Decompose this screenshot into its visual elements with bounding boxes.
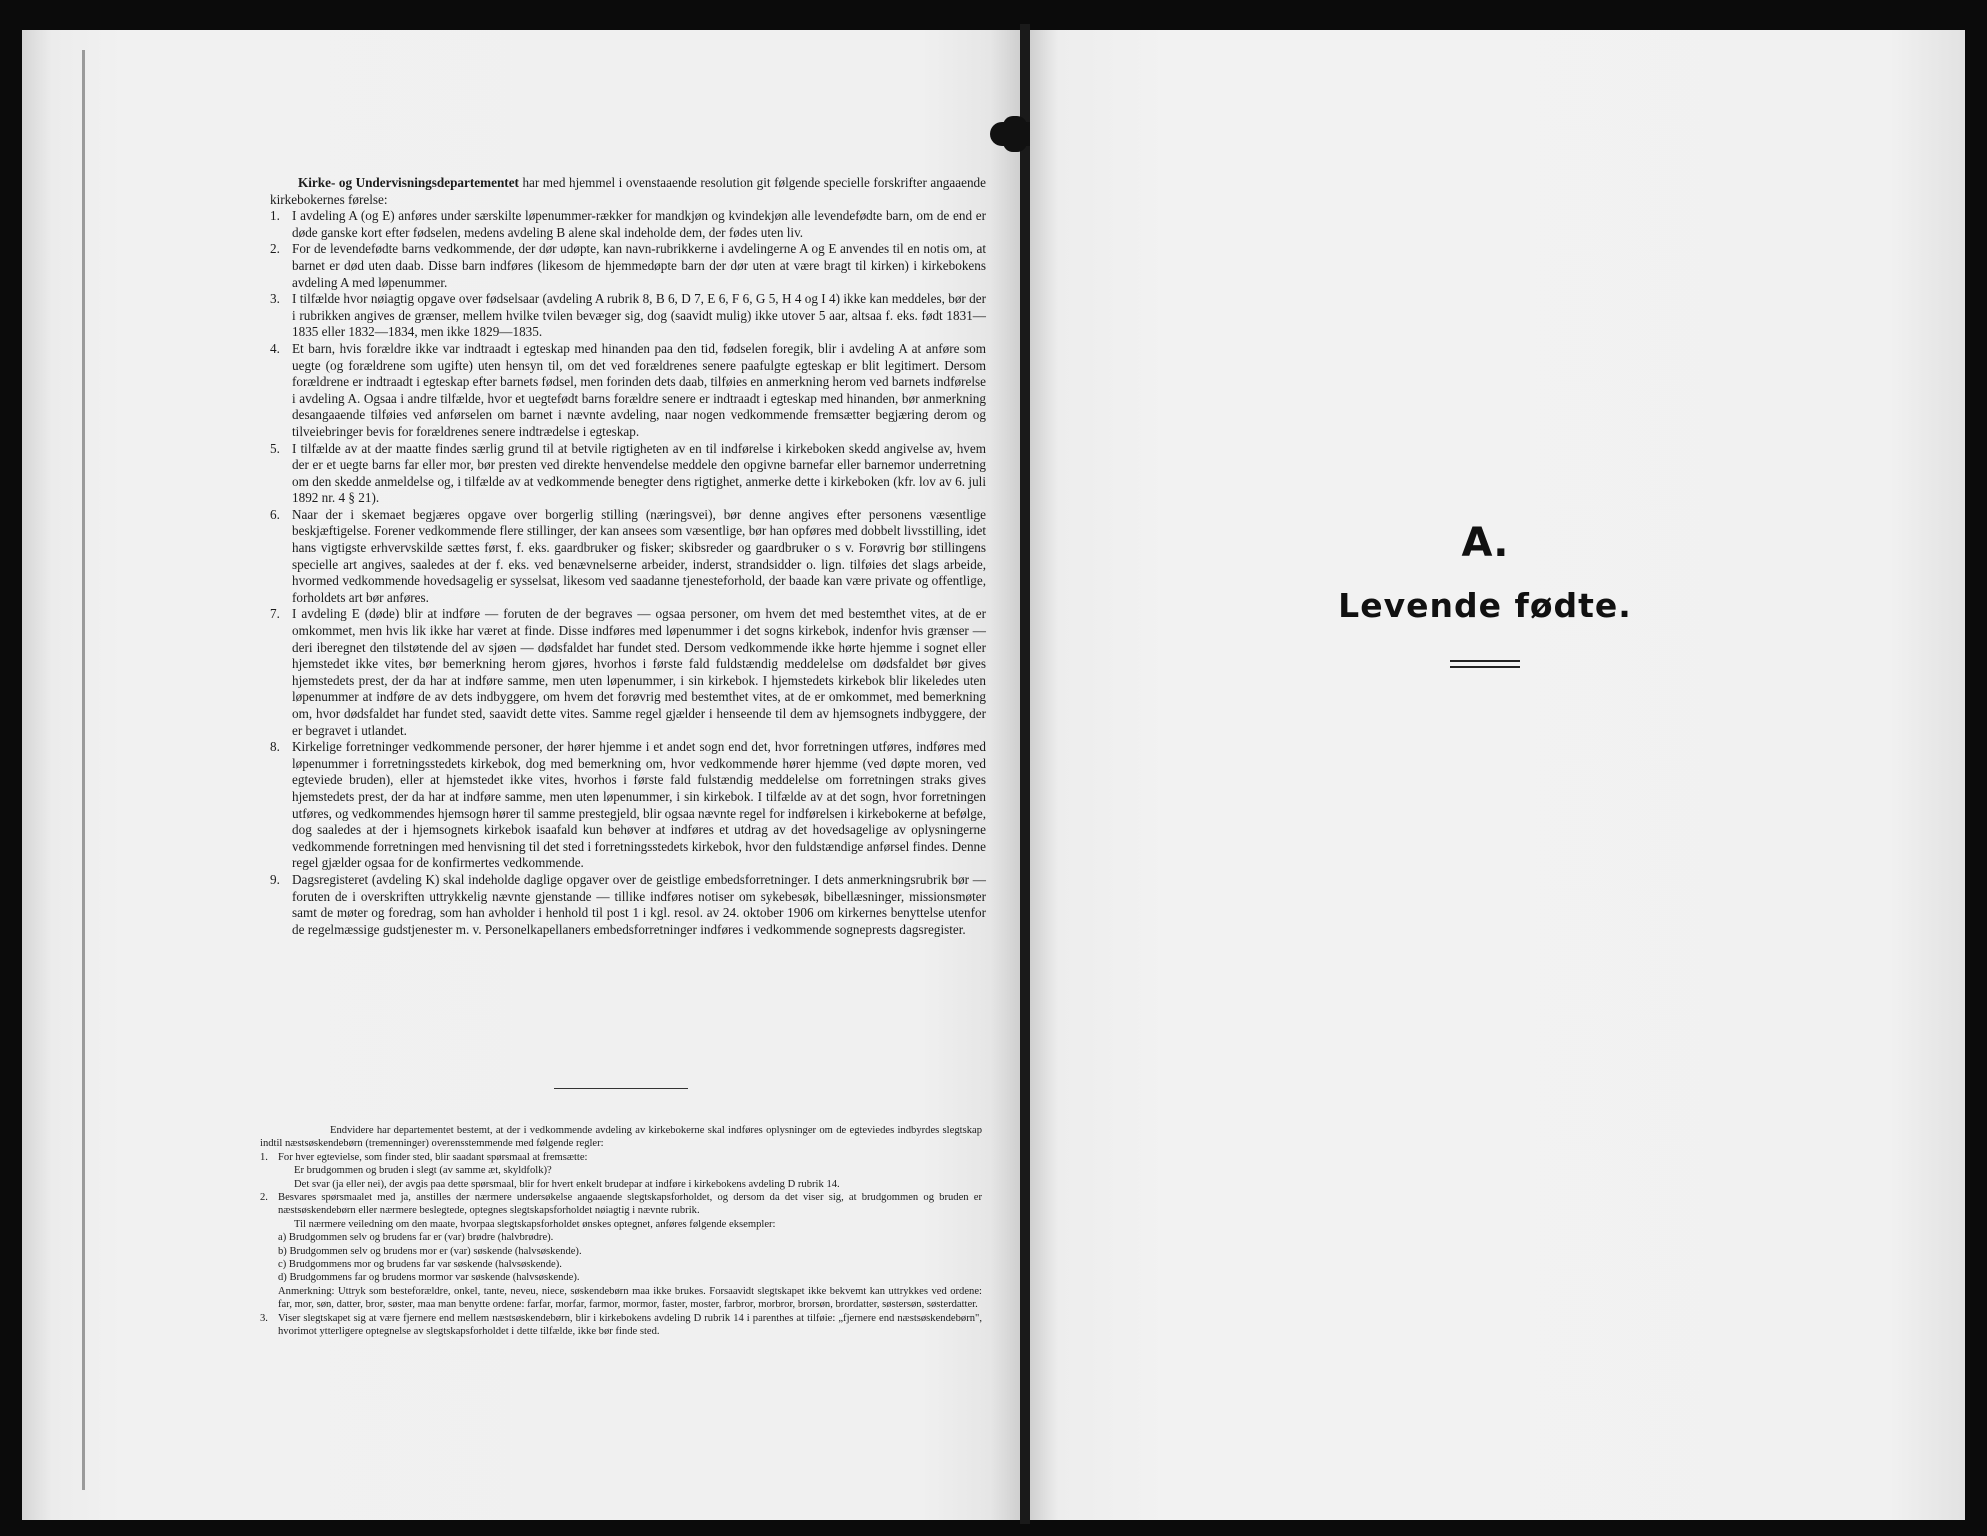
title-double-rule: [1450, 660, 1520, 668]
right-page: [1030, 30, 1965, 1520]
example-item: a) Brudgommen selv og brudens far er (var) brødre (halvbrødre).: [278, 1232, 554, 1244]
instruction-text: Et barn, hvis forældre ikke var indtraadt i egteskap med hinanden paa den tid, fødselen foregik, blir i avdeling A at anføre som uegte (og forældrene som ugifte) uten hensyn til, om det ved forældrenes senere paafulgte egteskap er blit legitimert. Dersom forældrene er indtraadt i egteskap efter barnets fødsel, men forinden dets daab, tilføies en anmerkning herom ved barnets indførelse i avdeling A. Ogsaa i andre tilfælde, hvor et uegtefødt barns forældre senere er indtraadt i egteskap med hinanden, bør anmerkning desangaaende tilføies ved anførselen om barnet i nævnte avdeling, naar nogen vedkommende fremsætter begjæring derom og tilveiebringer bevis for forældrenes senere indtrædelse i egteskap.: [292, 340, 986, 439]
intro-text: har med hjemmel i ovenstaaende resolution git følgende specielle forskrifter angaaende kirkebokernes førelse:: [270, 175, 986, 207]
instruction-text: Dagsregisteret (avdeling K) skal indeholde daglige opgaver over de geistlige embedsforretninger. I dets anmerkningsrubrik bør — foruten de i overskriften uttrykkelig nævnte gjenstande — tillike indføres notiser om sykebesøk, bibellæsninger, missionsmøter samt de møter og foredrag, som han avholder i henhold til post 1 i kgl. resol. av 24. oktober 1906 om kirkernes benyttelse utenfor de regelmæssige gudstjenester m. v. Personelkapellaners embedsforretninger indføres i vedkommende sogneprests dagsregister.: [292, 871, 986, 937]
anmerkning-note: Anmerkning: Uttryk som besteforældre, onkel, tante, neveu, niece, søskendebørn maa ikke brukes. Forsaavidt slegtskapet ikke bekvemt kan uttrykkes ved ordene: far, mor, søn, datter, bror, søster, maa man benytte ordene: farfar, morfar, farmor, mormor, faster, moster, farbror, morbror, brorsøn, brordatter, søstersøn, søsterdatter.: [278, 1285, 982, 1311]
instruction-number: 4.: [270, 340, 280, 356]
instruction-item: [270, 739, 986, 872]
instruction-item: [270, 606, 986, 739]
instruction-text: I avdeling A (og E) anføres under særskilte løpenummer-rækker for mandkjøn og kvindekjøn alle levendefødte barn, om de end er døde ganske kort efter fødselen, medens avdeling B alene skal indeholde dem, der fødes uten liv.: [292, 208, 986, 240]
instruction-number: 1.: [270, 208, 280, 224]
book-gutter: [1020, 24, 1030, 1524]
instruction-item: [270, 241, 986, 291]
supplement-item-2: 2. Besvares spørsmaalet med ja, anstilles der nærmere undersøkelse angaaende slegtskapsforholdet, og dersom da det viser sig, at brudgommen og bruden er næstsøskendebørn eller nærmere beslegtede, optegnes slegtskapsforholdet nøiagtig i nævnte rubrik.: [260, 1192, 982, 1217]
supplement-item-1: 1. For hver egtevielse, som finder sted, blir saadant spørsmaal at fremsætte:: [260, 1151, 588, 1163]
binding-clip-knob: [1003, 116, 1027, 152]
page-edge-line: [82, 50, 85, 1490]
instruction-number: 9.: [270, 871, 280, 887]
instruction-number: 3.: [270, 291, 280, 307]
section-letter: A.: [1461, 520, 1509, 566]
instruction-text: I tilfælde av at der maatte findes særlig grund til at betvile rigtigheten av en til indførelse i kirkeboken skedd angivelse av, hvem der er et uegte barns far eller mor, bør presten ved direkte henvendelse meddele den opgivne barnefar eller barnemor underretning om den skedde anmeldelse og, i tilfælde av at vedkommende benegter dens rigtighet, anmerke dette i kirkeboken (kfr. lov av 6. juli 1892 nr. 4 § 21).: [292, 440, 986, 506]
instruction-item: [270, 872, 986, 938]
instruction-text: I tilfælde hvor nøiagtig opgave over fødselsaar (avdeling A rubrik 8, B 6, D 7, E 6, F 6, G 5, H 4 og I 4) ikke kan meddeles, bør der i rubrikken angives de grænser, mellem hvilke tvilen bevæger sig, dog (saavidt mulig) ikke utover 5 aar, altsaa f. eks. født 1831—1835 eller 1832—1834, men ikke 1829—1835.: [292, 291, 986, 340]
instruction-item: [270, 208, 986, 241]
instruction-list: [270, 208, 986, 938]
supplement-answer-rule: Det svar (ja eller nei), der avgis paa dette spørsmaal, blir for hvert enkelt brudepar at indføre i kirkebokens avdeling D rubrik 14.: [294, 1178, 840, 1190]
instruction-text: I avdeling E (døde) blir at indføre — foruten de der begraves — ogsaa personer, om hvem det med bestemthet vites, at de er omkommet, men hvis lik ikke har været at finde. Disse indføres med løpenummer i det sogns kirkebok, indenfor hvis grænser — deri iberegnet den tilstøtende del av sjøen — dødsfaldet har fundet sted. Dersom vedkommende ikke hørte hjemme i sognet eller hjemstedet ikke vites, bør bemerkning herom gjøres, hvorhos i første fald fuldstændig meddelelse om dødsfaldet bør gives hjemstedets prest, der da har at indføre samme, men uten løpenummer, i sin kirkebok. I hjemstedets kirkebok blir likeledes uten løpenummer at indføre de av dets indbyggere, om hvem det forøvrig med bestemthet vites, at de er omkommet, med bemerkning om, hvor dødsfaldet har fundet sted, saavidt dette vites. Samme regel gjælder i henseende til dem av hjemsognets indbyggere, der er begravet i utlandet.: [292, 606, 986, 738]
instruction-item: [270, 291, 986, 341]
example-item: d) Brudgommens far og brudens mormor var søskende (halvsøskende).: [278, 1272, 580, 1284]
bleed-through-marks: [1440, 240, 1448, 268]
instruction-item: [270, 507, 986, 607]
instructions-intro: [270, 175, 986, 208]
examples-lead: Til nærmere veiledning om den maate, hvorpaa slegtskapsforholdet ønskes optegnet, anføres følgende eksempler:: [294, 1218, 776, 1230]
instruction-text: Kirkelige forretninger vedkommende personer, der hører hjemme i et andet sogn end det, hvor forretningen utføres, indføres med løpenummer i forretningsstedets kirkebok, dog med bemerkning om, hvor vedkommende hører hjemme (ved døpte moren, ved egteviede bruden), eller at hjemstedet ikke vites, hvorhos i første fald fulstændig meddelelse om forretningen straks gives hjemstedets prest, der da har at indføre samme, men uten løpenummer, i sin kirkebok. I tilfælde av at det sogn, hvor forretningen utføres, og vedkommendes hjemsogn hører til samme prestegjeld, blir ogsaa nævnte regel for indførelsen i kirkebokerne at befølge, dog saaledes at der i hjemsognets kirkebok isaafald kun behøver at indføres et utdrag av det hovedsagelige av oplysningerne vedkommende forretningen med henvisning til det sted i forretningsstedets kirkebok, hvor den fuldstændige anførsel findes. Denne regel gjælder ogsaa for de konfirmertes vedkommende.: [292, 739, 986, 871]
instruction-number: 7.: [270, 606, 280, 622]
section-title: Levende fødte.: [1338, 586, 1632, 625]
supplement-question: Er brudgommen og bruden i slegt (av samme æt, skyldfolk)?: [294, 1165, 552, 1177]
separator-rule: [554, 1088, 688, 1089]
instruction-text: For de levendefødte barns vedkommende, der dør udøpte, kan navn-rubrikkerne i avdelingerne A og E anvendes til en notis om, at barnet er død uten daab. Disse barn indføres (likesom de hjemmedøpte barn der dør uten at være bragt til kirken) i kirkebokens avdeling A med løpenummer.: [292, 241, 986, 290]
instruction-number: 8.: [270, 739, 280, 755]
instruction-text: Naar der i skemaet begjæres opgave over borgerlig stilling (næringsvei), bør denne angives efter personens væsentlige beskjæftigelse. Forener vedkommende flere stillinger, der kan ansees som væsentlige, bør han opføres med dobbelt livsstilling, idet hans vigtigste erhvervskilde sættes først, f. eks. gaardbruker og fisker; skibsreder og gaardbruker o s v. Forøvrig bør stillingens specielle art angives, saaledes at der f. eks. ved benævnelserne arbeider, inderst, strandsidder o. lign. tilføies det slags arbeide, hvormed vedkommende hovedsagelig er sysselsat, likesom ved saadanne tjenesteforhold, der baade kan være private og offentlige, forholdets art bør anføres.: [292, 506, 986, 605]
instruction-number: 5.: [270, 440, 280, 456]
department-name: Kirke- og Undervisningsdepartementet: [298, 175, 519, 190]
instruction-item: [270, 341, 986, 441]
examples-list: [260, 1231, 982, 1285]
instruction-number: 6.: [270, 506, 280, 522]
instructions-block: [270, 175, 986, 938]
instruction-number: 2.: [270, 241, 280, 257]
supplement-intro: Endvidere har departementet bestemt, at der i vedkommende avdeling av kirkebokerne skal indføres oplysninger om de egteviedes indbyrdes slegtskap indtil næstsøskendebørn (tremenninger) overensstemmende med følgende regler:: [260, 1125, 982, 1150]
supplement-item-3: 3. Viser slegtskapet sig at være fjernere end mellem næstsøskendebørn, blir i kirkebokens avdeling D rubrik 14 i parenthes at tilføie: „fjernere end næstsøskendebørn", hvorimot ytterligere optegnelse av slegtskapsforholdet i dette tilfælde, ikke bør finde sted.: [260, 1312, 982, 1338]
example-item: b) Brudgommen selv og brudens mor er (var) søskende (halvsøskende).: [278, 1245, 582, 1257]
supplement-block: [260, 1124, 982, 1339]
instruction-item: [270, 441, 986, 507]
example-item: c) Brudgommens mor og brudens far var søskende (halvsøskende).: [278, 1259, 562, 1271]
left-page: [22, 30, 1020, 1520]
